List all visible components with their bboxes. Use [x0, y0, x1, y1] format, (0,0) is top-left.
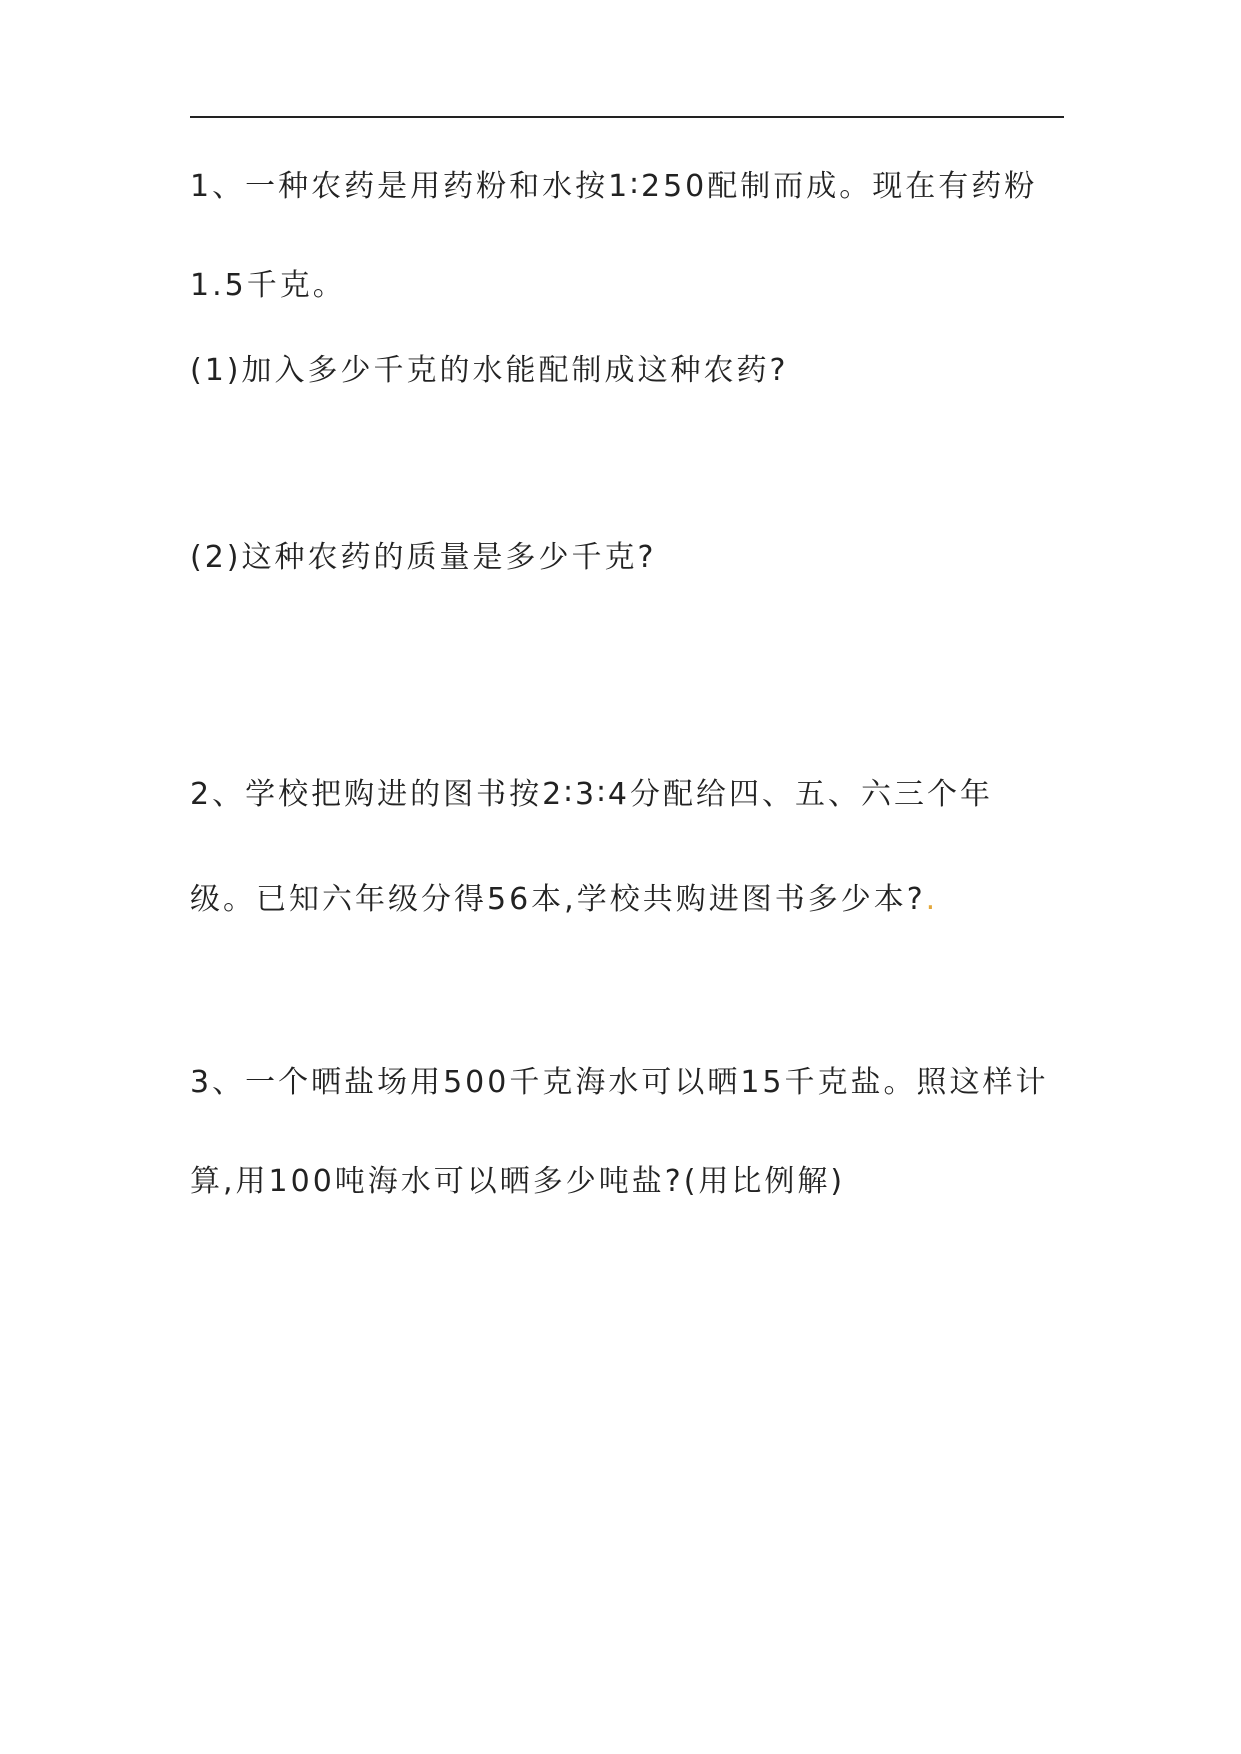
question-3-line-2: 算,用100吨海水可以晒多少吨盐?(用比例解): [190, 1164, 846, 1199]
question-3-line-1: 3、一个晒盐场用500千克海水可以晒15千克盐。照这样计: [190, 1065, 1049, 1100]
question-1-part-2: (2)这种农药的质量是多少千克?: [190, 540, 657, 575]
stray-mark: .: [925, 882, 936, 917]
question-1-line-1: 1、一种农药是用药粉和水按1∶250配制而成。现在有药粉: [190, 169, 1038, 204]
question-1-part-1: (1)加入多少千克的水能配制成这种农药?: [190, 353, 789, 388]
question-2-line-1: 2、学校把购进的图书按2∶3∶4分配给四、五、六三个年: [190, 777, 993, 812]
question-2-line-2-text: 级。已知六年级分得56本,学校共购进图书多少本?: [190, 882, 926, 917]
header-divider: [190, 116, 1064, 118]
question-1-line-2: 1.5千克。: [190, 268, 346, 303]
question-2-line-2: [190, 880, 935, 920]
